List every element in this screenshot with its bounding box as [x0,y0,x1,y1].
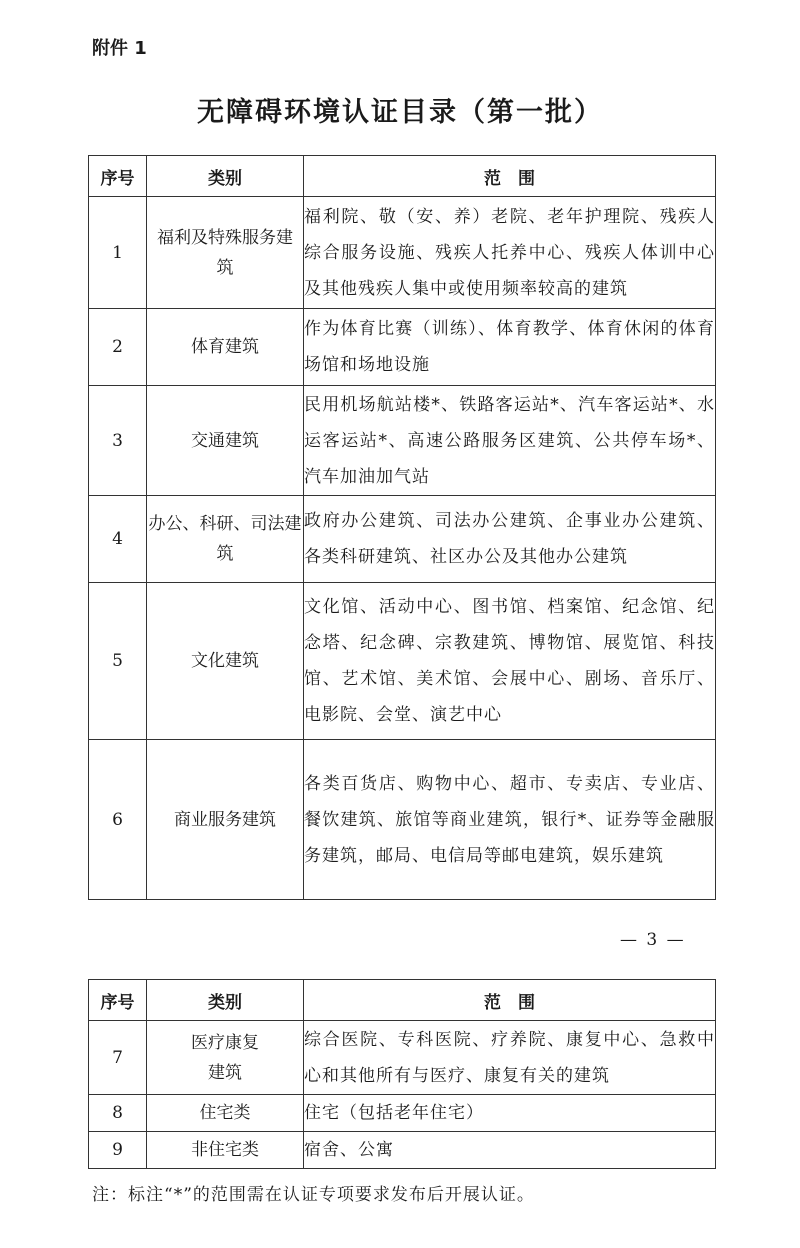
row-category: 住宅类 [147,1095,304,1132]
table-row [89,309,716,386]
row-number: 2 [89,309,147,386]
row-category: 福利及特殊服务建筑 [147,197,304,309]
row-number: 1 [89,197,147,309]
row-scope: 福利院、敬（安、养）老院、老年护理院、残疾人综合服务设施、残疾人托养中心、残疾人体训中心及其他残疾人集中或使用频率较高的建筑 [304,197,716,309]
row-category: 文化建筑 [147,583,304,740]
catalog-table-page1 [88,155,716,900]
row-number: 9 [89,1132,147,1169]
row-scope: 作为体育比赛（训练）、体育教学、体育休闲的体育场馆和场地设施 [304,309,716,386]
column-header-scope: 范 围 [304,156,716,197]
table-row [89,1095,716,1132]
row-scope: 民用机场航站楼*、铁路客运站*、汽车客运站*、水运客运站*、高速公路服务区建筑、公共停车场*、汽车加油加气站 [304,386,716,496]
row-category: 医疗康复建筑 [147,1021,304,1095]
row-number: 7 [89,1021,147,1095]
column-header-category: 类别 [147,156,304,197]
attachment-label: 附件 1 [92,38,147,59]
table-row [89,583,716,740]
row-number: 5 [89,583,147,740]
footnote: 注：标注“*”的范围需在认证专项要求发布后开展认证。 [92,1185,535,1205]
row-number: 3 [89,386,147,496]
row-scope: 文化馆、活动中心、图书馆、档案馆、纪念馆、纪念塔、纪念碑、宗教建筑、博物馆、展览馆、科技馆、艺术馆、美术馆、会展中心、剧场、音乐厅、电影院、会堂、演艺中心 [304,583,716,740]
table-header-row [89,980,716,1021]
document-title: 无障碍环境认证目录（第一批） [197,97,603,128]
row-scope: 住宅（包括老年住宅） [304,1095,716,1132]
row-category: 办公、科研、司法建筑 [147,496,304,583]
row-category: 非住宅类 [147,1132,304,1169]
row-scope: 各类百货店、购物中心、超市、专卖店、专业店、餐饮建筑、旅馆等商业建筑，银行*、证券等金融服务建筑，邮局、电信局等邮电建筑，娱乐建筑 [304,740,716,900]
row-category: 交通建筑 [147,386,304,496]
column-header-number: 序号 [89,156,147,197]
row-category: 体育建筑 [147,309,304,386]
column-header-number: 序号 [89,980,147,1021]
catalog-table-page2 [88,979,716,1169]
table-row [89,1021,716,1095]
column-header-scope: 范 围 [304,980,716,1021]
row-category: 商业服务建筑 [147,740,304,900]
row-number: 6 [89,740,147,900]
column-header-category: 类别 [147,980,304,1021]
table-row [89,740,716,900]
table-row [89,1132,716,1169]
row-scope: 政府办公建筑、司法办公建筑、企事业办公建筑、各类科研建筑、社区办公及其他办公建筑 [304,496,716,583]
row-scope: 宿舍、公寓 [304,1132,716,1169]
row-number: 8 [89,1095,147,1132]
page-number: — 3 — [620,930,686,950]
row-number: 4 [89,496,147,583]
row-scope: 综合医院、专科医院、疗养院、康复中心、急救中心和其他所有与医疗、康复有关的建筑 [304,1021,716,1095]
table-row [89,197,716,309]
table-row [89,496,716,583]
table-header-row [89,156,716,197]
table-row [89,386,716,496]
